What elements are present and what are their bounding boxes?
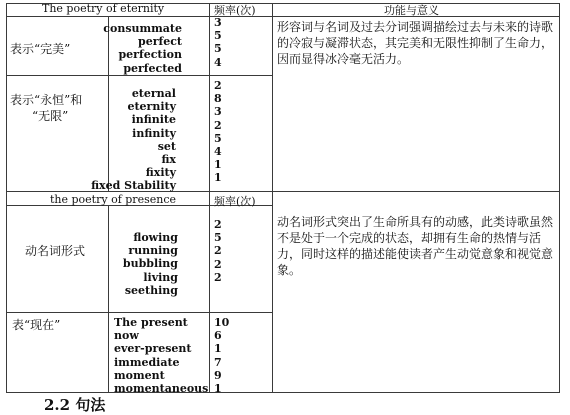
term-item: perfection xyxy=(118,48,182,62)
freqs-gerund xyxy=(214,218,222,284)
freq-item: 2 xyxy=(214,79,222,92)
header-function: 功能与意义 xyxy=(384,4,439,17)
freq-item: 1 xyxy=(214,171,222,185)
label-line: 表示“永恒”和 xyxy=(10,93,83,107)
term-item: living xyxy=(143,270,178,284)
term-item: perfect xyxy=(138,35,182,49)
table-right-border xyxy=(559,3,560,393)
term-item: eternity xyxy=(127,100,176,114)
term-item: perfected xyxy=(123,61,182,75)
function-text-presence: 动名词形式突出了生命所具有的动感，此类诗歌虽然不是处于一个完成的状态，却拥有生命的热情与活力，同时这样的描述能使读者产生动觉意象和视觉意象。 xyxy=(277,215,554,277)
freq-item: 3 xyxy=(214,105,222,119)
term-item: running xyxy=(128,244,178,258)
freq-item: 2 xyxy=(214,118,222,132)
section2-group1-bottom-border xyxy=(6,312,272,313)
freqs-present xyxy=(214,316,229,395)
freq-item: 2 xyxy=(214,244,222,258)
freq-item: 1 xyxy=(214,382,222,396)
label-gerund: 动名词形式 xyxy=(25,244,86,258)
term-item: flowing xyxy=(133,231,178,244)
label-term-divider-2 xyxy=(108,205,109,392)
term-item: now xyxy=(114,329,139,343)
term-item: ever-present xyxy=(114,342,192,356)
freq-item: 8 xyxy=(214,92,222,106)
freq-item: 1 xyxy=(214,158,222,172)
freq-item: 5 xyxy=(214,42,222,56)
freq-item: 2 xyxy=(214,270,222,284)
terms-perfect xyxy=(103,22,182,75)
freq-item: 5 xyxy=(214,131,222,145)
freq-function-divider xyxy=(272,3,273,393)
freqs-perfect xyxy=(214,16,222,69)
freq-item: 1 xyxy=(214,342,222,356)
freq-item: 7 xyxy=(214,355,222,369)
term-item: fixity xyxy=(145,166,176,180)
next-section-heading: 2.2 句法 xyxy=(44,396,106,414)
terms-present xyxy=(114,316,208,395)
term-item: The present xyxy=(114,316,188,329)
section1-bottom-border xyxy=(6,191,559,192)
freqs-eternal xyxy=(214,79,222,185)
group1-bottom-border xyxy=(6,75,272,76)
freq-item: 2 xyxy=(214,218,222,231)
freq-item: 6 xyxy=(214,329,222,343)
header-presence: the poetry of presence xyxy=(50,193,176,206)
header-bottom-border xyxy=(6,16,559,17)
freq-item: 4 xyxy=(214,55,222,69)
label-perfect: 表示“完美” xyxy=(10,42,71,56)
term-item: momentaneous xyxy=(114,382,209,396)
label-present: 表“现在” xyxy=(12,318,61,332)
label-line: “无限” xyxy=(32,109,69,123)
term-freq-divider xyxy=(209,3,210,393)
freq-item: 2 xyxy=(214,257,222,271)
table-bottom-border xyxy=(6,392,559,393)
freq-item: 5 xyxy=(214,29,222,43)
function-text-eternity: 形容词与名词及过去分词强调描绘过去与未来的诗歌的冷寂与凝滞状态，其完美和无限性抑制了生命力，因而显得冰冷毫无活力。 xyxy=(277,20,554,66)
freq-item: 9 xyxy=(214,368,222,382)
header-frequency: 频率(次) xyxy=(214,4,256,17)
term-item: bubbling xyxy=(122,257,178,271)
term-item: fix xyxy=(161,153,176,167)
term-item: eternal xyxy=(131,87,176,100)
header-frequency-2: 频率(次) xyxy=(214,195,256,208)
freq-item: 3 xyxy=(214,16,222,29)
terms-eternal xyxy=(91,87,176,193)
term-item: fixed Stability xyxy=(91,179,176,193)
term-item: consummate xyxy=(103,22,182,35)
term-item: immediate xyxy=(114,355,180,369)
term-item: moment xyxy=(114,368,165,382)
term-item: set xyxy=(157,139,176,153)
freq-item: 5 xyxy=(214,231,222,245)
term-item: infinite xyxy=(131,113,176,127)
table-left-border xyxy=(6,3,7,393)
label-eternal-infinite xyxy=(10,92,82,124)
freq-item: 10 xyxy=(214,316,230,329)
term-item: seething xyxy=(124,283,178,297)
terms-gerund xyxy=(123,231,178,297)
freq-item: 4 xyxy=(214,145,222,159)
term-item: infinity xyxy=(132,126,176,140)
header-eternity: The poetry of eternity xyxy=(42,2,165,15)
